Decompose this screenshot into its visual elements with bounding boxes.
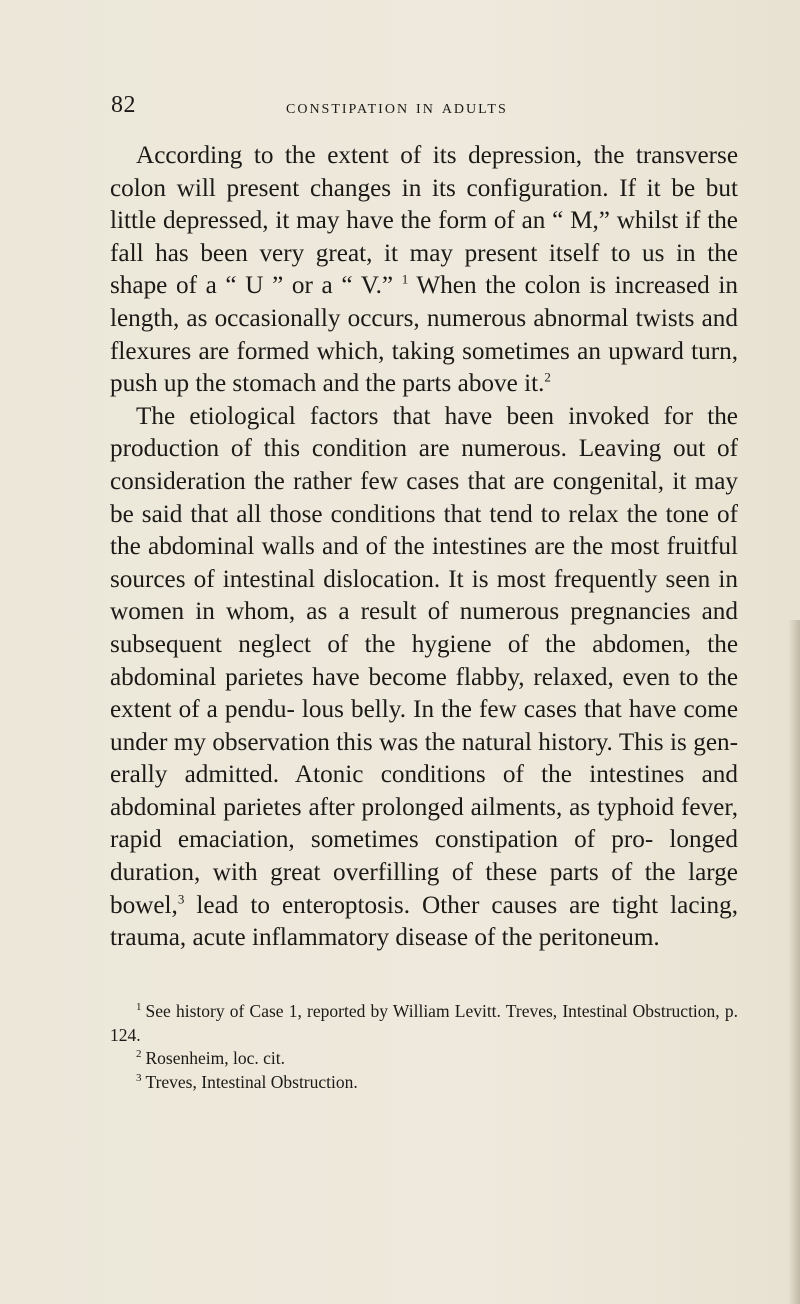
paragraph-2-text-b: lead to enteroptosis. Other causes are tight lacing, trauma, acute inflammatory disease of the peritoneum. (110, 891, 738, 952)
paragraph-1-text-b: When the colon is increased in length, as occasionally occurs, numerous abnormal twists and flexures are formed which, taking sometimes an upward turn, push up the stomach and the parts above it. (110, 272, 738, 398)
paragraph-1 (110, 140, 738, 401)
page-edge-shadow (788, 620, 800, 1304)
footnote-1-text: See history of Case 1, reported by William Levitt. Treves, Intestinal Obstruction, p. 124. (110, 1001, 738, 1045)
paragraph-1-text-a: According to the extent of its depression, the transverse colon will present changes in its configuration. If it be but little depressed, it may have the form of an “ M,” whilst if the fall has been very great, it may present itself to us in the shape of a “ U ” or a “ V.” (110, 142, 738, 300)
footnote-ref-1: 1 (401, 271, 409, 287)
page-header (0, 92, 800, 132)
footnote-3-mark: 3 (136, 1071, 142, 1084)
footnote-2-mark: 2 (136, 1048, 142, 1061)
paragraph-2-text-a: The etiological factors that have been invoked for the production of this condition are numerous. Leaving out of consideration the rather few cases that are congenital, it may be said that all those conditions that tend to relax the tone of the abdominal walls and of the intestines are the most fruitful sources of intestinal dislocation. It is most frequently seen in women in whom, as a result of numerous pregnancies and subsequent neglect of the hygiene of the abdomen, the abdominal parietes have become flabby, relaxed, even to the extent of a pendu- lous belly. In the few cases that have come under my observation this was the natural history. This is gen- erally admitted. Atonic conditions of the intestines and abdominal parietes after prolonged ailments, as typhoid fever, rapid emaciation, sometimes constipation of pro- longed duration, with great overfilling of these parts of the large bowel, (110, 402, 738, 919)
footnote-1 (110, 1000, 738, 1047)
footnote-2 (110, 1047, 738, 1071)
footnote-ref-2: 2 (544, 369, 551, 385)
footnotes (110, 1000, 738, 1094)
footnote-1-mark: 1 (136, 1001, 142, 1014)
footnote-ref-3: 3 (177, 891, 185, 907)
page-number: 82 (111, 92, 136, 118)
footnote-3-text: Treves, Intestinal Obstruction. (145, 1071, 358, 1092)
footnote-3 (110, 1071, 738, 1095)
footnote-2-text: Rosenheim, loc. cit. (145, 1048, 285, 1068)
paragraph-2 (110, 401, 738, 955)
running-head: constipation in adults (286, 96, 508, 118)
body-text (110, 140, 738, 955)
